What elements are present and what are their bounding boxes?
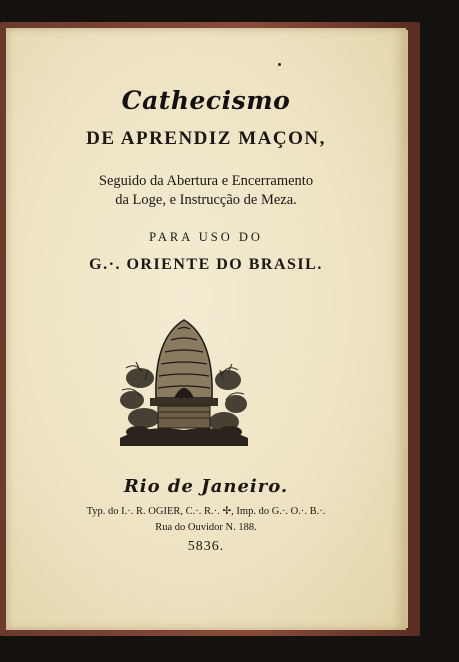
ink-speck — [278, 63, 281, 66]
beehive-illustration-icon — [118, 308, 250, 448]
imprint-printer: Typ. do I.·. R. OGIER, C.·. R.·. ✢, Imp. do G.·. O.·. B.·. — [86, 506, 326, 517]
book-title: Cathecismo — [121, 86, 291, 115]
book-subtitle: DE APRENDIZ MAÇON, — [86, 128, 326, 149]
oriente-line: G.·. ORIENTE DO BRASIL. — [89, 256, 323, 273]
description-line-1: Seguido da Abertura e Encerramento — [98, 173, 314, 189]
imprint-city: Rio de Janeiro. — [123, 476, 289, 497]
imprint-year: 5836. — [187, 539, 225, 554]
title-page — [6, 28, 406, 630]
usage-line: PARA USO DO — [149, 230, 263, 244]
imprint-address: Rua do Ouvidor N. 188. — [155, 522, 257, 533]
description-line-2: da Loge, e Instrucção de Meza. — [115, 192, 297, 208]
